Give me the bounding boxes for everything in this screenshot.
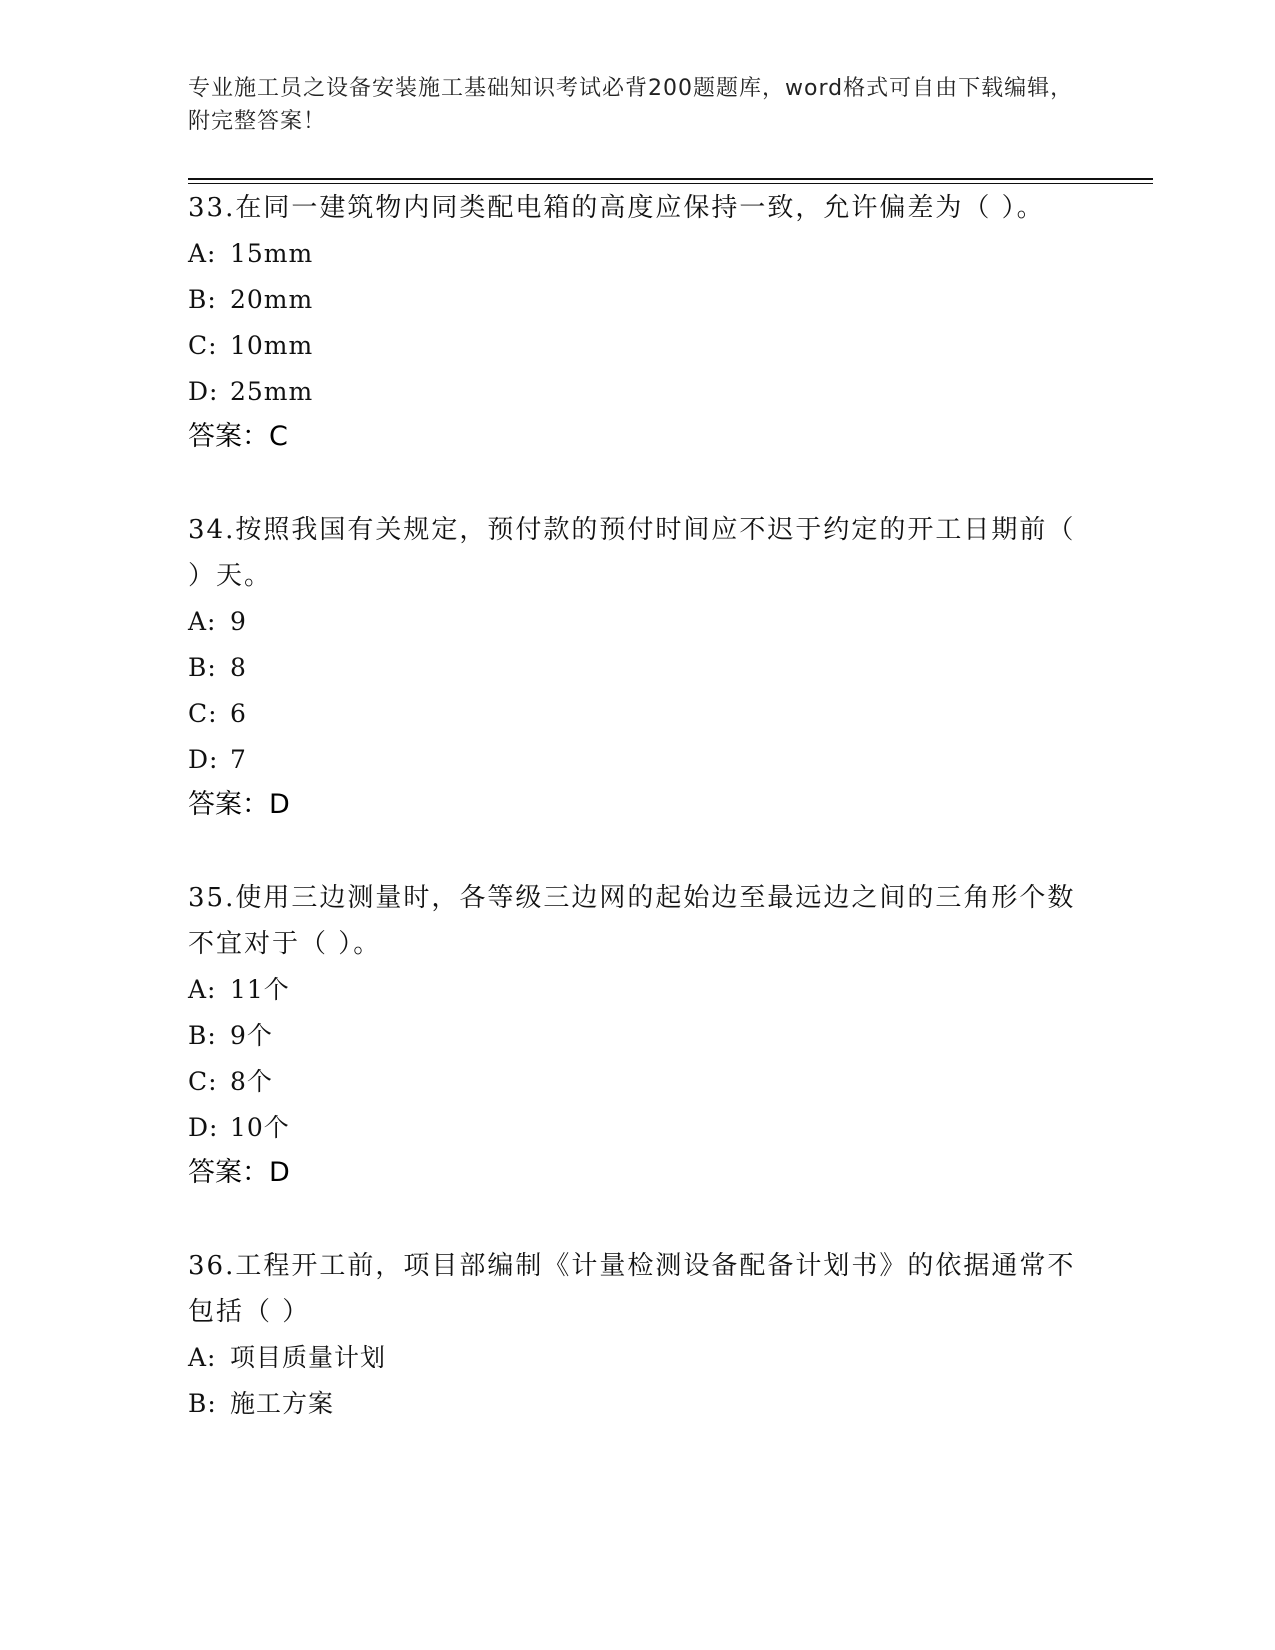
document-header: 专业施工员之设备安装施工基础知识考试必背200题题库，word格式可自由下载编辑，附完整答案！ [188, 76, 1074, 134]
option-value: 20mm [230, 285, 314, 314]
option-value: 10mm [230, 331, 314, 360]
question-text: 35.使用三边测量时，各等级三边网的起始边至最远边之间的三角形个数不宜对于（ ）。 [188, 883, 1076, 959]
option-a [188, 231, 1088, 277]
question-36 [188, 1243, 1088, 1427]
option-value: 项目质量计划 [230, 1343, 387, 1372]
option-value: 6 [230, 699, 247, 728]
option-letter: A: [188, 239, 217, 268]
question-34 [188, 507, 1088, 827]
option-letter: B: [188, 285, 217, 314]
option-c [188, 323, 1088, 369]
option-b [188, 1013, 1088, 1059]
question-list [188, 185, 1088, 1427]
option-b [188, 1381, 1088, 1427]
option-value: 11个 [230, 975, 290, 1004]
option-letter: B: [188, 653, 217, 682]
header-rule-thick [188, 178, 1153, 180]
option-letter: B: [188, 1389, 217, 1418]
option-letter: D: [188, 377, 219, 406]
option-c [188, 1059, 1088, 1105]
answer-line: 答案：D [188, 789, 290, 820]
question-text: 36.工程开工前，项目部编制《计量检测设备配备计划书》的依据通常不包括（ ） [188, 1251, 1076, 1327]
option-b [188, 645, 1088, 691]
option-value: 8个 [230, 1067, 273, 1096]
option-value: 15mm [230, 239, 314, 268]
option-letter: D: [188, 1113, 219, 1142]
answer-line: 答案：C [188, 421, 288, 452]
option-letter: D: [188, 745, 219, 774]
option-b [188, 277, 1088, 323]
option-d [188, 369, 1088, 415]
option-value: 9 [230, 607, 247, 636]
option-value: 9个 [230, 1021, 273, 1050]
option-d [188, 1105, 1088, 1151]
option-value: 10个 [230, 1113, 290, 1142]
option-letter: A: [188, 975, 217, 1004]
option-letter: B: [188, 1021, 217, 1050]
option-letter: C: [188, 699, 218, 728]
option-value: 7 [230, 745, 247, 774]
option-value: 25mm [230, 377, 314, 406]
answer-line: 答案：D [188, 1157, 290, 1188]
option-d [188, 737, 1088, 783]
option-letter: A: [188, 607, 217, 636]
option-a [188, 599, 1088, 645]
option-letter: C: [188, 331, 218, 360]
option-c [188, 691, 1088, 737]
option-letter: A: [188, 1343, 217, 1372]
option-a [188, 967, 1088, 1013]
option-value: 8 [230, 653, 247, 682]
question-text: 33.在同一建筑物内同类配电箱的高度应保持一致，允许偏差为（ ）。 [188, 193, 1045, 223]
option-a [188, 1335, 1088, 1381]
question-text: 34.按照我国有关规定，预付款的预付时间应不迟于约定的开工日期前（ ）天。 [188, 515, 1076, 591]
question-35 [188, 875, 1088, 1195]
option-value: 施工方案 [230, 1389, 335, 1418]
question-33 [188, 185, 1088, 459]
option-letter: C: [188, 1067, 218, 1096]
header-rule-thin [188, 183, 1153, 184]
